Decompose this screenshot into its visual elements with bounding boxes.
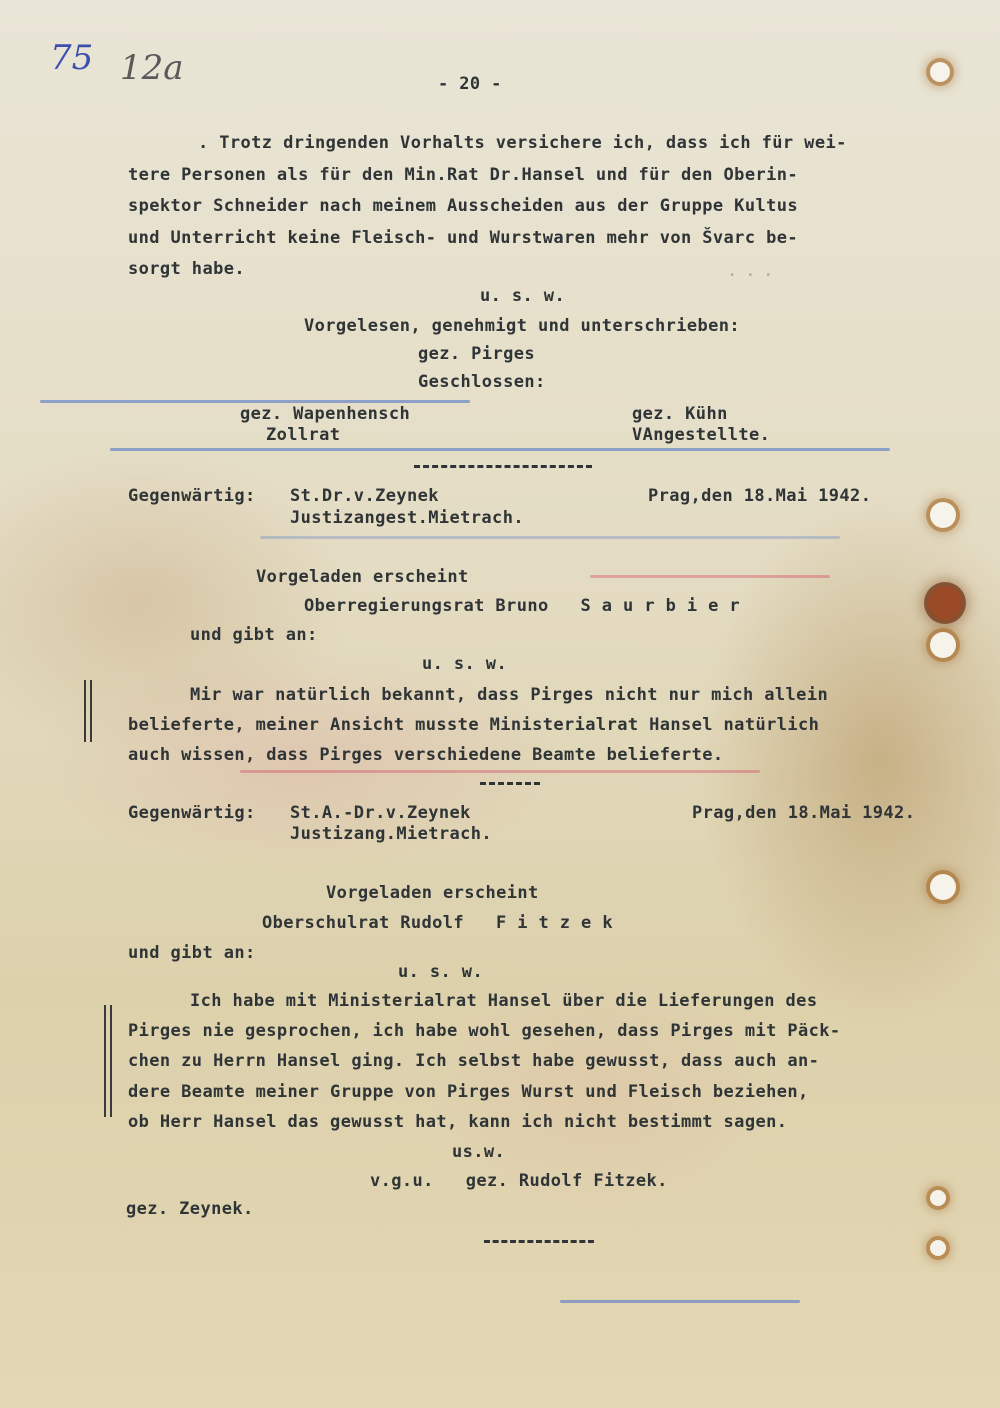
- section-divider: [480, 782, 540, 785]
- place-date: Prag,den 18.Mai 1942.: [648, 486, 872, 506]
- punch-hole: [930, 874, 956, 900]
- paragraph-line: sorgt habe.: [128, 259, 245, 279]
- closed-line: Geschlossen:: [418, 372, 546, 392]
- person-line: Oberschulrat Rudolf F i t z e k: [262, 913, 613, 933]
- paragraph-line: dere Beamte meiner Gruppe von Pirges Wurst und Fleisch beziehen,: [128, 1082, 809, 1102]
- blue-pencil-mark: [40, 400, 470, 403]
- section-divider: [414, 465, 592, 468]
- blue-pencil-mark: [110, 448, 890, 451]
- margin-mark: [90, 680, 92, 742]
- summoned-line: Vorgeladen erscheint: [326, 883, 539, 903]
- usw-line: u. s. w.: [480, 286, 566, 306]
- margin-mark: [104, 1005, 106, 1117]
- present-name: St.A.-Dr.v.Zeynek: [290, 803, 471, 823]
- signed-pirges: gez. Pirges: [418, 344, 535, 364]
- page-number: - 20 -: [438, 74, 502, 94]
- burn-stain: [928, 586, 962, 620]
- present-name: St.Dr.v.Zeynek: [290, 486, 439, 506]
- usw-line: u. s. w.: [398, 962, 484, 982]
- punch-hole: [930, 1240, 946, 1256]
- paragraph-line: auch wissen, dass Pirges verschiedene Beamte belieferte.: [128, 745, 724, 765]
- read-approved-line: Vorgelesen, genehmigt und unterschrieben:: [304, 316, 741, 336]
- signature-right-title: VAngestellte.: [632, 425, 771, 445]
- signature-line: v.g.u. gez. Rudolf Fitzek.: [370, 1171, 668, 1191]
- paragraph-line: und Unterricht keine Fleisch- und Wurstwaren mehr von Švarc be-: [128, 228, 798, 248]
- gives-line: und gibt an:: [128, 943, 256, 963]
- summoned-line: Vorgeladen erscheint: [256, 567, 469, 587]
- margin-mark: [110, 1005, 112, 1117]
- punch-hole: [930, 632, 956, 658]
- paragraph-line: chen zu Herrn Hansel ging. Ich selbst habe gewusst, dass auch an-: [128, 1051, 820, 1071]
- section-divider: [484, 1240, 594, 1243]
- usw-line: u. s. w.: [422, 654, 508, 674]
- usw-line: us.w.: [452, 1142, 506, 1162]
- present-name: Justizangest.Mietrach.: [290, 508, 524, 528]
- paragraph-line: ob Herr Hansel das gewusst hat, kann ich nicht bestimmt sagen.: [128, 1112, 788, 1132]
- punch-hole: [930, 502, 956, 528]
- paragraph-line: spektor Schneider nach meinem Ausscheiden aus der Gruppe Kultus: [128, 196, 798, 216]
- handwritten-folio-12a: 12a: [120, 48, 184, 88]
- bleed-through-text: . . .: [240, 262, 773, 280]
- punch-hole: [930, 62, 950, 82]
- signature-left-name: gez. Wapenhensch: [240, 404, 411, 424]
- signature-left-title: Zollrat: [266, 425, 341, 445]
- blue-pencil-mark: [260, 536, 840, 539]
- paragraph-line: tere Personen als für den Min.Rat Dr.Hansel und für den Oberin-: [128, 165, 798, 185]
- present-label: Gegenwärtig:: [128, 486, 256, 506]
- present-label: Gegenwärtig:: [128, 803, 256, 823]
- person-line: Oberregierungsrat Bruno S a u r b i e r: [304, 596, 741, 616]
- punch-hole: [930, 1190, 946, 1206]
- gives-line: und gibt an:: [190, 625, 318, 645]
- closing-signature: gez. Zeynek.: [126, 1199, 254, 1219]
- paragraph-line: Mir war natürlich bekannt, dass Pirges nicht nur mich allein: [190, 685, 829, 705]
- signature-right-name: gez. Kühn: [632, 404, 728, 424]
- paragraph-line: . Trotz dringenden Vorhalts versichere ich, dass ich für wei-: [198, 133, 847, 153]
- place-date: Prag,den 18.Mai 1942.: [692, 803, 916, 823]
- paragraph-line: belieferte, meiner Ansicht musste Ministerialrat Hansel natürlich: [128, 715, 820, 735]
- margin-mark: [84, 680, 86, 742]
- red-pencil-mark: [590, 575, 830, 578]
- blue-pencil-mark: [560, 1300, 800, 1303]
- present-name: Justizang.Mietrach.: [290, 824, 493, 844]
- handwritten-number-75: 75: [50, 38, 94, 78]
- red-pencil-mark: [240, 770, 760, 773]
- paragraph-line: Pirges nie gesprochen, ich habe wohl gesehen, dass Pirges mit Päck-: [128, 1021, 841, 1041]
- paragraph-line: Ich habe mit Ministerialrat Hansel über die Lieferungen des: [190, 991, 818, 1011]
